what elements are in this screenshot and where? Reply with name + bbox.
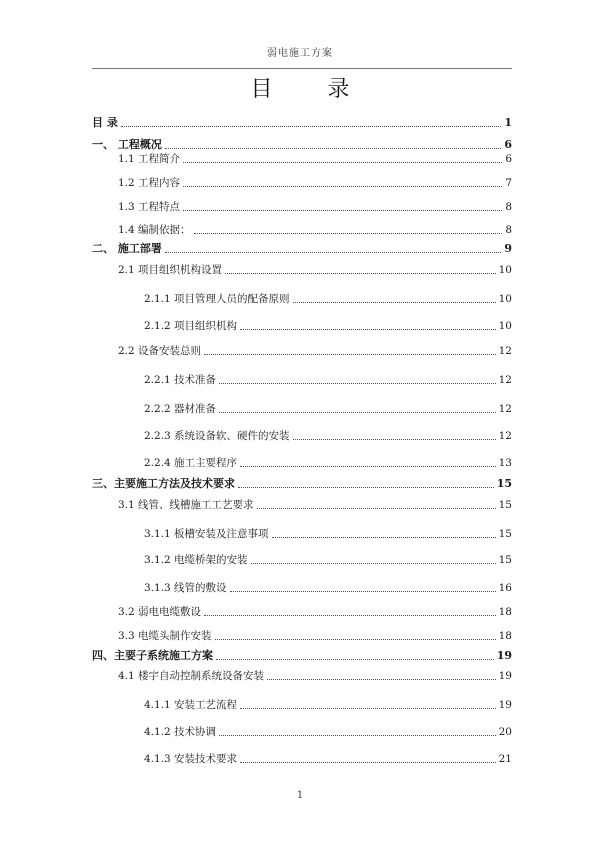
toc-entry-label: 2.1.2 项目组织机构: [144, 320, 238, 332]
toc-entry-label: 二、 施工部署: [92, 242, 162, 255]
toc-dot-leader: [165, 252, 502, 253]
toc-entry-page: 15: [498, 499, 512, 511]
toc-entry-label: 2.2.1 技术准备: [144, 374, 217, 386]
toc-dot-leader: [204, 615, 496, 616]
toc-entry-label: 三、主要施工方法及技术要求: [92, 477, 235, 490]
toc-entry[interactable]: [92, 649, 512, 663]
toc-entry[interactable]: [144, 527, 512, 541]
toc-entry-label: 1.1 工程简介: [118, 153, 181, 165]
toc-dot-leader: [225, 273, 496, 274]
toc-entry[interactable]: [144, 402, 512, 416]
toc-entry[interactable]: [144, 292, 512, 306]
toc-entry-label: 2.1 项目组织机构设置: [118, 264, 223, 276]
toc-entry[interactable]: [118, 200, 512, 214]
toc-dot-leader: [216, 659, 494, 660]
toc-entry-page: 8: [505, 201, 512, 213]
toc-entry-page: 10: [498, 293, 512, 305]
toc-entry[interactable]: [92, 138, 512, 152]
toc-entry[interactable]: [144, 581, 512, 595]
toc-dot-leader: [240, 329, 496, 330]
toc-entry[interactable]: [118, 223, 512, 237]
toc-dot-leader: [183, 162, 502, 163]
toc-entry[interactable]: [144, 429, 512, 443]
toc-entry-page: 18: [498, 606, 512, 618]
toc-title: 目 录: [250, 77, 374, 102]
toc-entry[interactable]: [144, 456, 512, 470]
toc-entry[interactable]: [118, 152, 512, 166]
toc-entry[interactable]: [144, 553, 512, 567]
toc-entry-page: 16: [498, 582, 512, 594]
toc-dot-leader: [257, 508, 496, 509]
toc-entry[interactable]: [144, 698, 512, 712]
toc-dot-leader: [230, 591, 496, 592]
toc-entry-page: 1: [504, 116, 512, 129]
toc-dot-leader: [238, 487, 494, 488]
toc-entry-page: 13: [498, 457, 512, 469]
toc-entry-label: 目 录: [92, 116, 118, 129]
toc-dot-leader: [183, 210, 502, 211]
toc-entry-page: 12: [498, 403, 512, 415]
toc-dot-leader: [272, 537, 496, 538]
toc-dot-leader: [219, 412, 496, 413]
toc-entry-page: 19: [496, 649, 512, 662]
toc-entry-label: 4.1.3 安装技术要求: [144, 753, 238, 765]
page-number: 1: [296, 790, 304, 801]
toc-dot-leader: [219, 735, 496, 736]
toc-entry-page: 20: [498, 726, 512, 738]
toc-entry[interactable]: [118, 605, 512, 619]
toc-entry-label: 2.2 设备安装总则: [118, 345, 202, 357]
toc-entry[interactable]: [144, 752, 512, 766]
toc-dot-leader: [219, 383, 496, 384]
toc-entry-page: 12: [498, 345, 512, 357]
toc-entry-page: 18: [498, 630, 512, 642]
toc-entry[interactable]: [118, 176, 512, 190]
toc-dot-leader: [183, 186, 502, 187]
toc-entry-label: 1.2 工程内容: [118, 177, 181, 189]
toc-entry-page: 15: [498, 554, 512, 566]
toc-dot-leader: [293, 439, 496, 440]
toc-entry[interactable]: [92, 116, 512, 130]
toc-entry-label: 1.4 编制依据：: [118, 224, 191, 236]
toc-entry-label: 3.1.3 线管的敷设: [144, 582, 227, 594]
toc-entry-label: 3.1 线管、线槽施工工艺要求: [118, 499, 254, 511]
toc-dot-leader: [251, 563, 496, 564]
toc-entry-page: 19: [498, 699, 512, 711]
toc-entry-label: 3.1.1 板槽安装及注意事项: [144, 528, 269, 540]
toc-entry-page: 19: [498, 670, 512, 682]
toc-entry-label: 2.2.2 器材准备: [144, 403, 217, 415]
toc-dot-leader: [293, 302, 496, 303]
toc-entry-page: 10: [498, 320, 512, 332]
running-header: 弱电施工方案: [267, 48, 333, 59]
toc-entry-page: 9: [504, 242, 512, 255]
toc-entry[interactable]: [118, 344, 512, 358]
toc-dot-leader: [165, 148, 502, 149]
toc-entry[interactable]: [118, 263, 512, 277]
toc-entry-label: 一、 工程概况: [92, 138, 162, 151]
toc-entry[interactable]: [118, 629, 512, 643]
toc-entry-page: 6: [505, 153, 512, 165]
toc-entry[interactable]: [144, 373, 512, 387]
toc-dot-leader: [240, 762, 496, 763]
toc-entry[interactable]: [92, 242, 512, 256]
toc-entry-page: 12: [498, 374, 512, 386]
toc-entry-page: 10: [498, 264, 512, 276]
toc-entry[interactable]: [118, 498, 512, 512]
toc-entry-page: 12: [498, 430, 512, 442]
toc-entry-page: 7: [505, 177, 512, 189]
toc-dot-leader: [204, 354, 496, 355]
toc-entry[interactable]: [144, 319, 512, 333]
toc-entry-page: 6: [504, 138, 512, 151]
toc-entry-label: 3.3 电缆头制作安装: [118, 630, 212, 642]
toc-entry-label: 2.1.1 项目管理人员的配备原则: [144, 293, 290, 305]
toc-entry-page: 8: [505, 224, 512, 236]
toc-entry-page: 15: [498, 528, 512, 540]
toc-dot-leader: [215, 639, 496, 640]
toc-entry-label: 4.1.1 安装工艺流程: [144, 699, 238, 711]
toc-entry-label: 2.2.3 系统设备软、硬件的安装: [144, 430, 290, 442]
toc-entry-page: 15: [496, 477, 512, 490]
toc-dot-leader: [267, 679, 496, 680]
toc-entry-label: 四、主要子系统施工方案: [92, 649, 213, 662]
toc-entry[interactable]: [92, 477, 512, 491]
toc-dot-leader: [240, 708, 496, 709]
toc-entry[interactable]: [118, 669, 512, 683]
toc-entry-label: 3.1.2 电缆桥架的安装: [144, 554, 248, 566]
toc-entry-label: 4.1.2 技术协调: [144, 726, 217, 738]
toc-entry-page: 21: [498, 753, 512, 765]
toc-entry-label: 3.2 弱电电缆敷设: [118, 606, 202, 618]
toc-entry[interactable]: [144, 725, 512, 739]
toc-entry-label: 2.2.4 施工主要程序: [144, 457, 238, 469]
toc-dot-leader: [121, 126, 502, 127]
toc-entry-label: 4.1 楼宇自动控制系统设备安装: [118, 670, 265, 682]
toc-entry-label: 1.3 工程特点: [118, 201, 181, 213]
toc-dot-leader: [240, 466, 496, 467]
toc-dot-leader: [194, 233, 503, 234]
table-of-contents: [92, 0, 512, 849]
